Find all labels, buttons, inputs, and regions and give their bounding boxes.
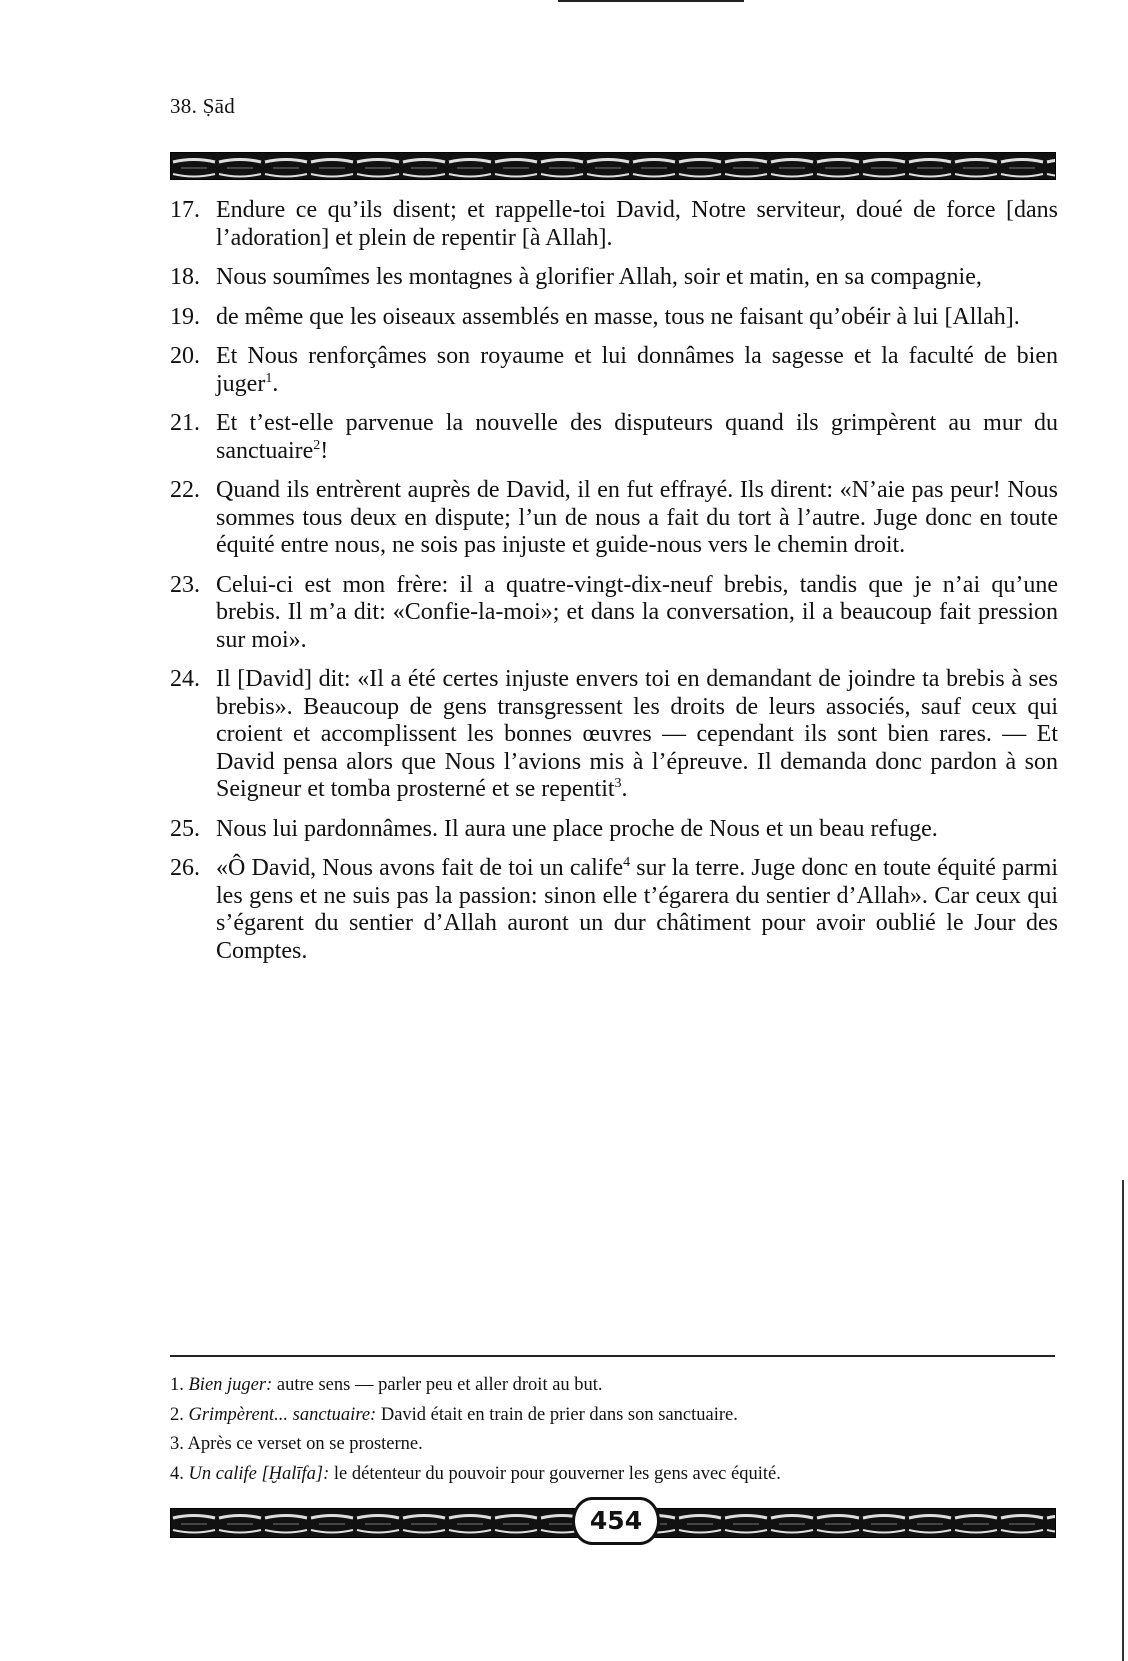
footnote-number: 4. xyxy=(170,1463,184,1484)
verse-text-segment: «Ô David, Nous avons fait de toi un calife xyxy=(216,855,624,881)
verse-number: 20. xyxy=(170,343,200,369)
verse-text-segment: de même que les oiseaux assemblés en masse, tous ne faisant qu’obéir à lui [Allah]. xyxy=(216,303,1020,330)
footnote xyxy=(170,1460,1055,1490)
footnote-text: le détenteur du pouvoir pour gouverner les gens avec équité. xyxy=(329,1463,781,1484)
footnote-marker: 3 xyxy=(614,776,622,791)
verse-text xyxy=(216,816,1058,844)
verse-text xyxy=(216,343,1058,398)
verse xyxy=(170,264,1058,292)
verse xyxy=(170,855,1058,965)
verse-number: 23. xyxy=(170,571,200,598)
verse-number: 18. xyxy=(170,264,200,290)
footnote-text: David était en train de prier dans son sanctuaire. xyxy=(376,1404,738,1425)
footnote-list xyxy=(170,1371,1055,1489)
verse-text xyxy=(216,572,1058,655)
verse-number: 21. xyxy=(170,410,200,436)
footnote-number: 3. xyxy=(170,1434,184,1454)
verse-text-segment: Il [David] dit: «Il a été certes injuste envers toi en demandant de joindre ta brebis à ses brebis». Beaucoup de gens transgressent les droits de leurs associés, sauf ceux qui croient et accomplissent les bonnes œuvres — cependant ils sont bien rares. — Et David pensa alors que Nous l’avions mis à l’épreuve. Il demanda donc pardon à son Seigneur et tomba prosterné et se repentit xyxy=(216,666,1058,802)
verse-number: 25. xyxy=(170,815,200,842)
verse-text xyxy=(216,264,1058,292)
footnote-marker: 4 xyxy=(623,855,631,870)
footnote-term: Un calife [Ḫalīfa]: xyxy=(188,1463,330,1484)
verse xyxy=(170,666,1058,804)
verse xyxy=(170,410,1058,465)
verse xyxy=(170,197,1058,252)
ornament-pattern xyxy=(171,153,1056,180)
verse-text xyxy=(216,666,1058,804)
page-edge-line xyxy=(1122,1180,1124,1661)
footnote-text: autre sens — parler peu et aller droit au but. xyxy=(272,1375,603,1395)
footnote-term: Bien juger: xyxy=(188,1375,273,1395)
page-number: 454 xyxy=(572,1497,660,1545)
verse xyxy=(170,477,1058,560)
verse-text-segment: Quand ils entrèrent auprès de David, il en fut effrayé. Ils dirent: «N’aie pas peur! Nous sommes tous deux en dispute; l’un de nous a fait du tort à l’autre. Juge donc en toute équité entre nous, ne sois pas injuste et guide-nous vers le chemin droit. xyxy=(216,477,1058,558)
verse-text-segment: ! xyxy=(320,437,329,464)
verse-number: 24. xyxy=(170,666,200,692)
footnote xyxy=(170,1430,1055,1460)
verse-number: 26. xyxy=(170,855,200,881)
verse-text-segment: . xyxy=(621,776,628,802)
page-header: 38. Ṣād xyxy=(170,94,236,118)
verse-text-segment: Nous soumîmes les montagnes à glorifier Allah, soir et matin, en sa compagnie, xyxy=(216,264,982,290)
decorative-band-top xyxy=(170,152,1056,180)
footnote-separator xyxy=(170,1355,1055,1357)
verse xyxy=(170,572,1058,655)
footnote xyxy=(170,1401,1055,1431)
verse-text-segment: sur la terre. Juge donc en toute équité parmi les gens et ne suis pas la passion: sinon elle t’égarera du sentier d’Allah». Car ceux qui s’égarent du sentier d’Allah auront un dur châtiment pour avoir oublié le Jour des Comptes. xyxy=(216,855,1059,964)
verse xyxy=(170,816,1058,844)
verse-text-segment: Endure ce qu’ils disent; et rappelle-toi David, Notre serviteur, doué de force [dans l’adoration] et plein de repentir [à Allah]. xyxy=(216,197,1058,251)
footnote-number: 2. xyxy=(170,1404,184,1425)
verse-text-segment: Celui-ci est mon frère: il a quatre-vingt-dix-neuf brebis, tandis que je n’ai qu’une brebis. Il m’a dit: «Confie-la-moi»; et dans la conversation, il a beaucoup fait pression sur moi». xyxy=(216,571,1058,653)
verse-text xyxy=(216,197,1058,252)
verse-text-segment: . xyxy=(272,370,279,397)
footnote-number: 1. xyxy=(170,1375,184,1395)
verse-text-segment: Nous lui pardonnâmes. Il aura une place proche de Nous et un beau refuge. xyxy=(216,815,938,842)
footnote xyxy=(170,1371,1055,1401)
verse xyxy=(170,343,1058,398)
verse-number: 22. xyxy=(170,477,200,503)
verse-text xyxy=(216,304,1058,332)
footnote-marker: 2 xyxy=(313,437,321,453)
top-rule xyxy=(558,0,744,2)
verse-number: 17. xyxy=(170,197,200,223)
verse-text xyxy=(216,477,1058,560)
verse-text xyxy=(216,855,1058,965)
footnote-term: Grimpèrent... sanctuaire: xyxy=(188,1404,377,1425)
verse xyxy=(170,304,1058,332)
verse-text-segment: Et t’est-elle parvenue la nouvelle des disputeurs quand ils grimpèrent au mur du sanctuaire xyxy=(216,410,1058,464)
verse-number: 19. xyxy=(170,303,200,330)
verse-text-segment: Et Nous renforçâmes son royaume et lui donnâmes la sagesse et la faculté de bien juger xyxy=(216,343,1058,397)
footnote-text: Après ce verset on se prosterne. xyxy=(187,1434,423,1454)
verse-text xyxy=(216,410,1058,465)
footnote-marker: 1 xyxy=(265,370,273,386)
verse-list xyxy=(170,197,1058,977)
